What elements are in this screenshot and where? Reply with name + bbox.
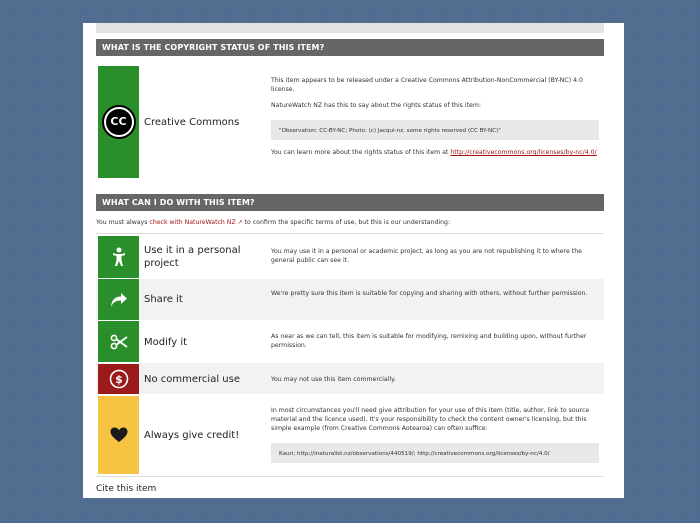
usage-label-personal: [144, 244, 241, 270]
usage-intro-prefix: You must always: [96, 219, 150, 226]
usage-text-personal: You may use it in a personal or academic project, as long as you are not republishing it to where the general public can see it.: [271, 248, 582, 264]
license-label: Creative Commons: [144, 117, 240, 128]
person-icon: [98, 236, 139, 278]
scissors-icon: [98, 321, 139, 362]
no-commercial-tile: [98, 364, 139, 394]
usage-intro: [96, 219, 604, 226]
copyright-heading: WHAT IS THE COPYRIGHT STATUS OF THIS ITEM?: [96, 39, 604, 56]
content-page: [83, 23, 624, 498]
usage-text-modify: As near as we can tell, this item is suitable for modifying, remixing and building upon, without further permission.: [271, 333, 587, 349]
heart-icon: [98, 396, 139, 474]
learn-more-prefix: You can learn more about the rights status of this item at: [271, 149, 451, 156]
license-text: This item appears to be released under a Creative Commons Attribution-NonCommercial (BY-NC) 4.0 license.: [271, 77, 583, 93]
svg-text:$: $: [114, 373, 123, 386]
divider: [96, 476, 604, 477]
rights-quote: "Observation: CC-BY-NC; Photo: (c) Jacqui-nz, some rights reserved (CC BY-NC)": [271, 120, 599, 140]
usage-label-line1: Use it in a personal: [144, 245, 241, 256]
usage-text-credit: In most circumstances you'll need give attribution for your use of this item (title, author, link to source material and the licence used). It's your responsibility to check the content owner's licensing, but this simple example (from Creative Commons Aotearoa) can often suffice:: [271, 407, 590, 432]
usage-text-commercial: You may not use this item commercially.: [271, 376, 396, 383]
rights-intro-text: NatureWatch NZ has this to say about the rights status of this item:: [271, 102, 481, 109]
attribution-example: Kauri; http://inaturalist.nz/observations/440519/; http://creativecommons.org/licenses/by-nc/4.0/: [271, 443, 599, 463]
cc-icon: [102, 105, 136, 139]
usage-intro-suffix: to confirm the specific terms of use, but this is our understanding:: [242, 219, 451, 226]
external-link-icon: ↗: [235, 219, 243, 226]
cc-badge-text: CC: [106, 109, 132, 135]
usage-label-share: Share it: [144, 294, 183, 305]
share-tile: [98, 279, 139, 320]
modify-tile: [98, 321, 139, 362]
no-dollar-icon: [98, 364, 139, 394]
check-with-link[interactable]: check with NatureWatch NZ: [149, 219, 236, 226]
cc-license-tile: [98, 66, 139, 178]
usage-label-commercial: No commercial use: [144, 374, 240, 385]
usage-label-credit: Always give credit!: [144, 430, 240, 441]
credit-tile: [98, 396, 139, 474]
usage-label-line2: project: [144, 258, 179, 269]
divider: [96, 233, 604, 234]
personal-use-tile: [98, 236, 139, 278]
license-link[interactable]: http://creativecommons.org/licenses/by-nc/4.0/: [450, 149, 597, 156]
share-arrow-icon: [98, 279, 139, 320]
usage-text-share: We're pretty sure this item is suitable for copying and sharing with others, without further permission.: [271, 290, 588, 297]
top-strip: [96, 23, 604, 33]
learn-more-text: [271, 148, 599, 157]
cite-this-item[interactable]: Cite this item: [96, 484, 157, 494]
usage-heading: WHAT CAN I DO WITH THIS ITEM?: [96, 194, 604, 211]
usage-label-modify: Modify it: [144, 337, 188, 348]
